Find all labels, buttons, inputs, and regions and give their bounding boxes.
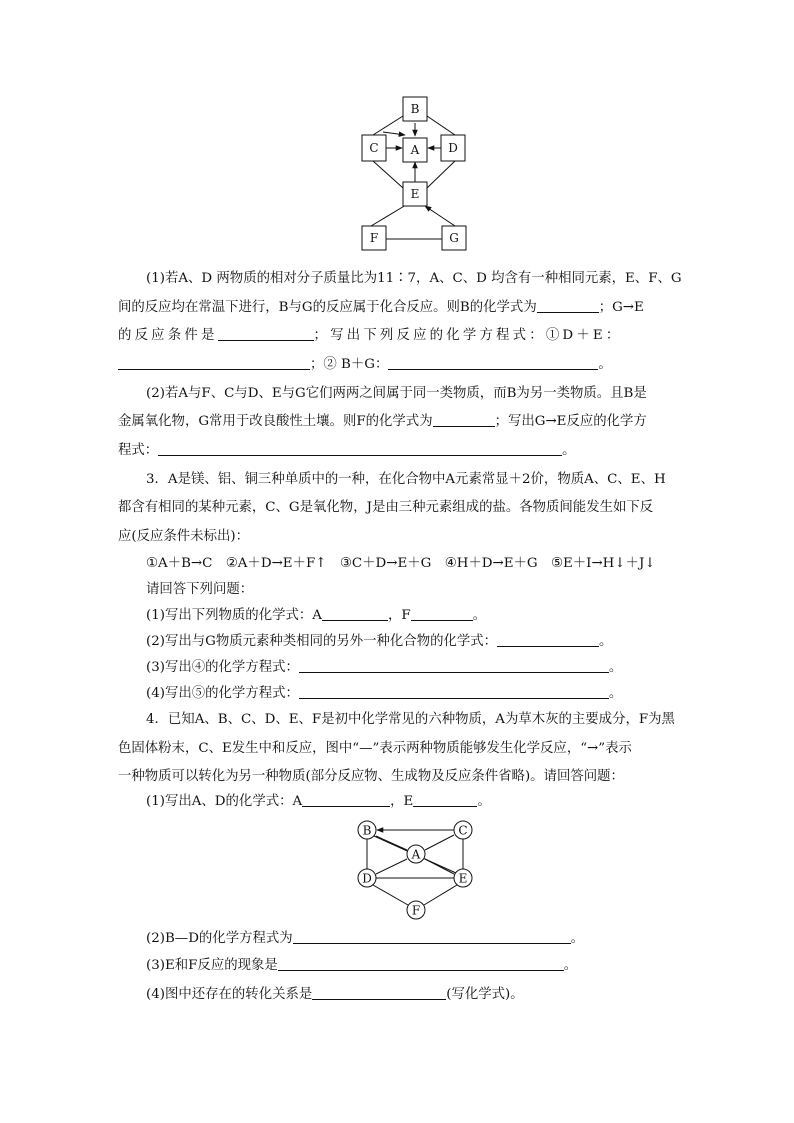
q3-sub4 [146,684,622,704]
node-d [441,135,465,161]
svg-text:A: A [410,143,420,157]
period: 。 [598,357,612,372]
svg-text:E: E [458,871,468,886]
edge-d-e [427,161,455,188]
edge-g-e [425,206,455,226]
svg-text:F: F [369,231,379,245]
q2-part1-line3 [118,326,623,346]
q3-sub3 [146,658,622,678]
answer-blank-a-formula[interactable] [322,606,388,621]
q3-sub2 [146,632,612,652]
q2-part2-text: 金属氧化物，G常用于改良酸性土壤。则F的化学式为 [118,414,433,429]
q2-part1-line2 [118,298,644,318]
edge-b-a [376,836,407,850]
answer-blank-g-e-condition[interactable] [218,326,314,341]
q2-part2-line1: (2)若A与F、C与D、E与G它们两两之间属于同一类物质，而B为另一类物质。且B是 [146,386,647,401]
period: 。 [570,931,585,946]
svg-text:B: B [410,102,420,116]
answer-blank-e-f-phenomenon[interactable] [278,956,564,971]
node-a [407,845,425,863]
q2-part1-line4 [118,355,612,375]
q3-text: (2)写出与G物质元素种类相同的另外一种化合物的化学式： [146,634,498,649]
q4-intro-line2: 色固体粉末，C、E发生中和反应，图中“—”表示两种物质能够发生化学反应，“→”表示 [118,741,632,756]
q2-part2-text: 程式： [118,443,159,458]
svg-text:C: C [458,823,468,838]
answer-blank-a-formula-q4[interactable] [302,792,390,807]
node-e [454,869,472,887]
q2-part1-text: ；② B＋G： [310,357,389,372]
svg-text:E: E [410,187,420,201]
node-f [362,226,386,250]
q4-intro-line1: 4．已知A、B、C、D、E、F是初中化学常见的六种物质，A为草木灰的主要成分，F为黑 [146,712,675,727]
q3-prompt: 请回答下列问题： [146,582,254,597]
answer-blank-conversion[interactable] [312,985,446,1000]
svg-text:C: C [369,141,379,155]
svg-text:B: B [362,823,372,838]
answer-blank-b-d-equation[interactable] [293,929,571,944]
edge-d-f [373,885,408,905]
node-b [403,97,427,121]
svg-text:D: D [448,141,458,155]
node-a [403,138,427,162]
q4-text: (4)图中还存在的转化关系是 [146,987,313,1002]
q3-intro-line2: 都含有相同的某种元素，C、G是氧化物，J是由三种元素组成的盐。各物质间能发生如下反 [118,500,654,515]
edge-b-c [373,116,403,135]
q2-part1-text: 间的反应均在常温下进行，B与G的反应属于化合反应。则B的化学式为 [118,300,537,315]
q4-text: (写化学式)。 [446,987,524,1002]
q3-text: (4)写出⑤的化学方程式： [146,686,299,701]
edge-a-d [376,859,407,874]
answer-blank-e-formula[interactable] [413,792,477,807]
edge-f-e [371,205,406,226]
edge-f-e [424,885,457,905]
edge-c-e [373,161,403,188]
q3-text: ，F [387,608,411,623]
node-e [403,182,427,206]
node-d [358,869,376,887]
answer-blank-d-e-equation[interactable] [118,355,310,370]
period: 。 [472,608,487,623]
q3-intro-line1: 3．A是镁、铝、铜三种单质中的一种，在化合物中A元素常显＋2价，物质A、C、E、H [146,472,666,487]
q4-sub3 [146,956,577,976]
q4-text: (3)E和F反应的现象是 [146,958,278,973]
answer-blank-b-formula[interactable] [537,298,599,313]
q4-text: ，E [390,794,414,809]
edge-b-d [427,116,455,135]
period: 。 [608,686,623,701]
answer-blank-b-g-equation[interactable] [388,355,598,370]
q3-sub1 [146,606,486,626]
q2-part2-line2 [118,412,647,432]
node-c [454,821,472,839]
q2-part1-text: ；G→E [598,300,644,315]
svg-text:D: D [362,871,372,886]
answer-blank-eq5[interactable] [299,684,609,699]
q4-sub4 [146,985,524,1005]
diagram-circle-network [350,817,480,923]
svg-text:F: F [411,903,421,918]
q4-sub1 [146,792,491,812]
answer-blank-f-formula-q3[interactable] [411,606,473,621]
answer-blank-f-formula[interactable] [433,412,495,427]
edge-c-a [425,835,454,850]
q3-intro-line3: 应(反应条件未标出)： [118,529,249,544]
node-f [407,901,425,919]
answer-blank-compound[interactable] [497,632,599,647]
q3-text: (3)写出④的化学方程式： [146,660,299,675]
q3-text: (1)写出下列物质的化学式：A [146,608,322,623]
q4-text: (1)写出A、D的化学式：A [146,794,303,809]
svg-text:G: G [449,231,459,245]
node-b [358,821,376,839]
q4-text: (2)B—D的化学方程式为 [146,931,293,946]
answer-blank-eq4[interactable] [299,658,609,673]
q3-reactions: ①A＋B→C ②A＋D→E＋F↑ ③C＋D→E＋G ④H＋D→E＋G ⑤E＋I→H↓＋J↓ [146,556,656,571]
q4-sub2 [146,929,584,949]
period: 。 [477,794,491,809]
period: 。 [599,634,613,649]
q2-part1-text: ；写出下列反应的化学方程式：①D＋E： [313,328,623,343]
q4-intro-line3: 一种物质可以转化为另一种物质(部分反应物、生成物及反应条件省略)。请回答问题： [118,769,624,784]
answer-blank-g-e-equation[interactable] [158,441,562,456]
q2-part2-line3 [118,441,576,461]
node-g [442,226,466,250]
svg-text:A: A [411,847,421,862]
node-c [362,135,386,161]
q2-part1-line1: (1)若A、D 两物质的相对分子质量比为11∶7，A、C、D 均含有一种相同元素，E、F、G [146,271,682,286]
period: 。 [563,958,578,973]
period: 。 [608,660,623,675]
q2-part1-text: 的反应条件是 [118,328,218,343]
q2-part2-text: ；写出G→E反应的化学方 [494,414,647,429]
period: 。 [562,443,576,458]
diagram-box-network [355,92,475,257]
